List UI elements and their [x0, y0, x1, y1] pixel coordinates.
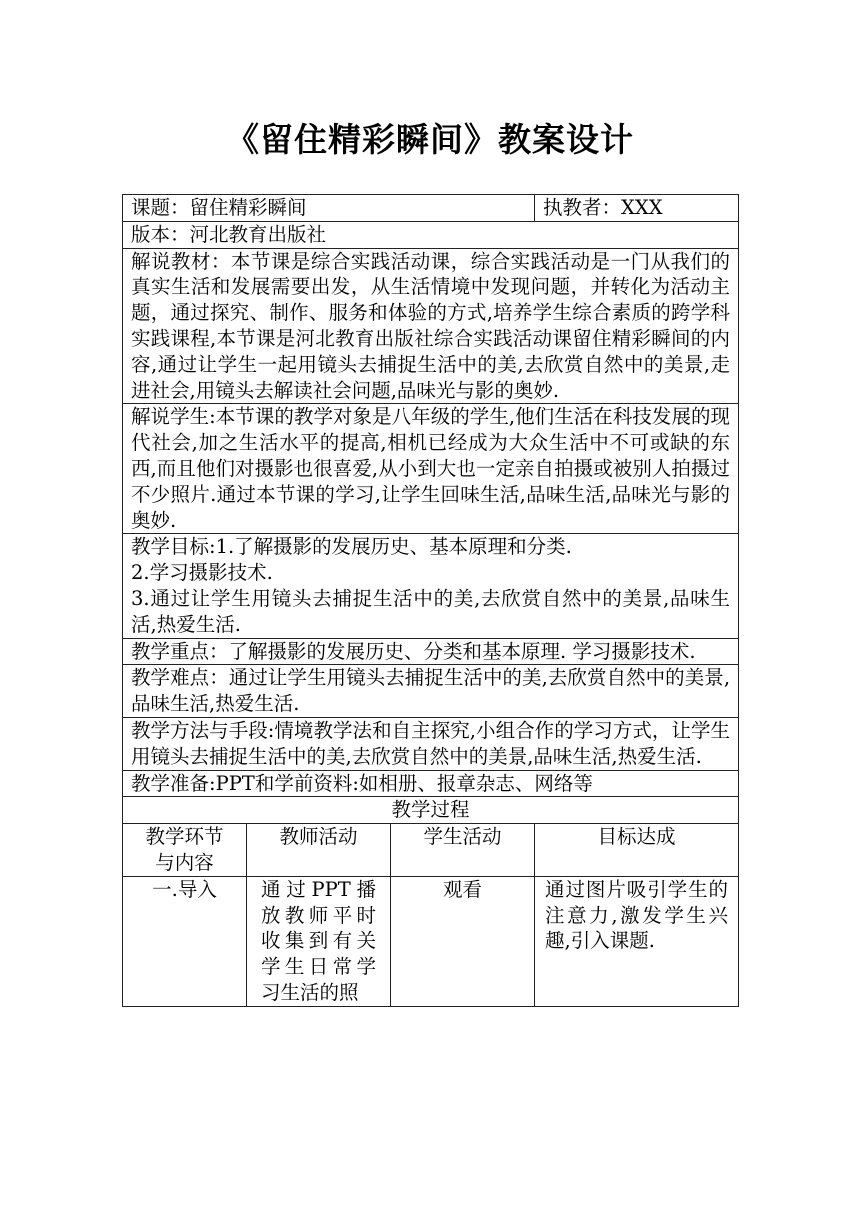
- student-analysis-cell: 解说学生:本节课的教学对象是八年级的学生,他们生活在科技发展的现代社会,加之生活水平的提高,相机已经成为大众生活中不可或缺的东西,而且他们对摄影也很喜爱,从小到大也一定亲自拍摄或被别人拍摄过不少照片.通过本节课的学习,让学生回味生活,品味生活,品味光与影的奥妙.: [123, 404, 739, 534]
- table-row: [123, 876, 739, 1006]
- difficulties-row: [123, 665, 739, 718]
- objective-line: 教学目标:1.了解摄影的发展历史、基本原理和分类.: [131, 535, 572, 559]
- student-analysis-row: [123, 404, 739, 534]
- edition-cell: 版本：河北教育出版社: [123, 221, 739, 248]
- process-heading: 教学过程: [123, 797, 739, 824]
- objectives-row: [123, 534, 739, 638]
- edition-row: [123, 221, 739, 248]
- teacher-activity-cell: 通过PPT播放教师平时收集到有关学生日常学习生活的照: [247, 876, 391, 1006]
- preparation-cell: 教学准备:PPT和学前资料:如相册、报章杂志、网络等: [123, 770, 739, 797]
- lesson-plan-table: [122, 194, 739, 1007]
- topic-row: [123, 195, 739, 222]
- objectives-cell: [123, 534, 739, 638]
- topic-cell: [123, 195, 535, 222]
- methods-row: [123, 717, 739, 770]
- key-points-row: [123, 638, 739, 665]
- page-title: 《留住精彩瞬间》教案设计: [226, 120, 634, 159]
- difficulties-cell: 教学难点：通过让学生用镜头去捕捉生活中的美,去欣赏自然中的美景,品味生活,热爱生活.: [123, 665, 739, 718]
- preparation-row: [123, 770, 739, 797]
- column-header-student: 学生活动: [391, 824, 535, 877]
- column-header-stage: 教学环节与内容: [123, 824, 247, 877]
- textbook-analysis-row: [123, 248, 739, 404]
- teacher-cell: [535, 195, 739, 222]
- column-header-goal: 目标达成: [535, 824, 739, 877]
- process-header-row: [123, 824, 739, 877]
- teacher-value: XXX: [621, 196, 663, 219]
- topic-label: 课题：: [131, 196, 190, 219]
- key-points-cell: 教学重点：了解摄影的发展历史、分类和基本原理. 学习摄影技术.: [123, 638, 739, 665]
- textbook-analysis-cell: 解说教材：本节课是综合实践活动课，综合实践活动是一门从我们的真实生活和发展需要出发，从生活情境中发现问题，并转化为活动主题，通过探究、制作、服务和体验的方式,培养学生综合素质的跨学科实践课程,本节课是河北教育出版社综合实践活动课留住精彩瞬间的内容,通过让学生一起用镜头去捕捉生活中的美,去欣赏自然中的美景,走进社会,用镜头去解读社会问题,品味光与影的奥妙.: [123, 248, 739, 404]
- topic-value: 留住精彩瞬间: [189, 196, 307, 219]
- objective-line: 3.通过让学生用镜头去捕捉生活中的美,去欣赏自然中的美景,品味生活,热爱生活.: [131, 586, 731, 636]
- process-heading-row: [123, 797, 739, 824]
- column-header-teacher: 教师活动: [247, 824, 391, 877]
- student-activity-cell: 观看: [391, 876, 535, 1006]
- stage-cell: 一.导入: [123, 876, 247, 1006]
- teacher-label: 执教者：: [543, 196, 622, 219]
- methods-cell: 教学方法与手段:情境教学法和自主探究,小组合作的学习方式，让学生用镜头去捕捉生活中的美,去欣赏自然中的美景,品味生活,热爱生活.: [123, 717, 739, 770]
- objective-line: 2.学习摄影技术.: [131, 561, 273, 585]
- goal-cell: 通过图片吸引学生的注意力,激发学生兴趣,引入课题.: [535, 876, 739, 1006]
